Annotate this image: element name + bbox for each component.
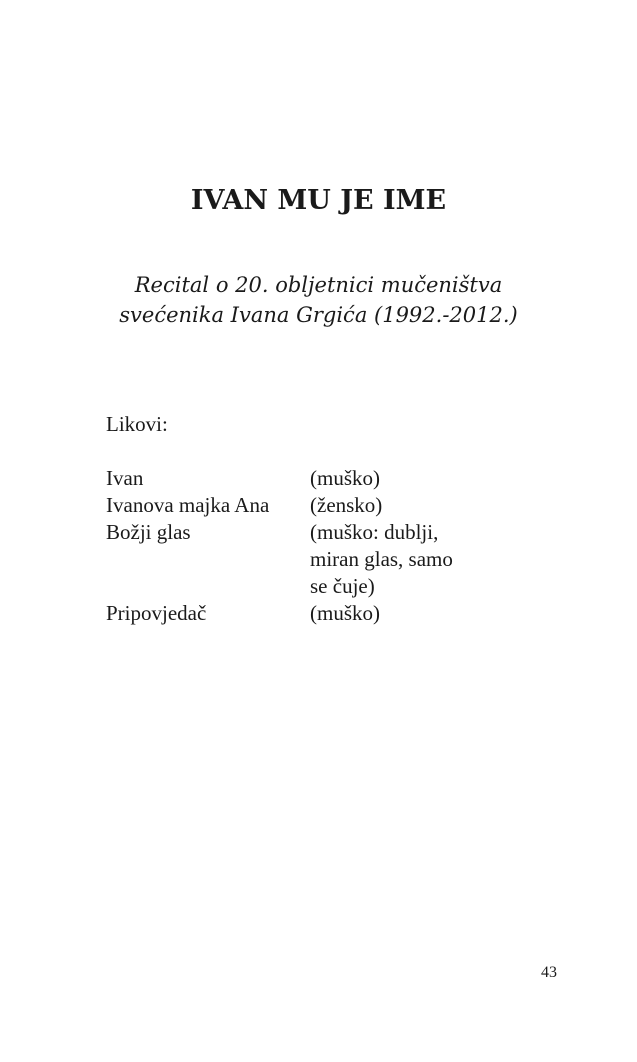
cast-row (106, 519, 526, 600)
cast-label: Likovi: (106, 412, 168, 436)
subtitle-line: svećenika Ivana Grgića (1992.-2012.) (119, 303, 518, 327)
cast-description (310, 519, 490, 600)
cast-list (106, 465, 526, 627)
cast-description-line: (muško) (310, 601, 380, 625)
cast-name: Pripovjedač (106, 601, 207, 625)
cast-description-line: (muško) (310, 466, 380, 490)
cast-description-line: (žensko) (310, 493, 383, 517)
cast-name: Ivanova majka Ana (106, 493, 270, 517)
cast-description (310, 492, 490, 519)
cast-name: Ivan (106, 466, 144, 490)
cast-row (106, 465, 526, 492)
cast-row (106, 492, 526, 519)
cast-name: Božji glas (106, 520, 191, 544)
cast-description-line: se čuje) (310, 574, 375, 598)
cast-description-line: (muško: dublji, (310, 520, 439, 544)
subtitle (90, 270, 547, 330)
cast-row (106, 600, 526, 627)
page-number: 43 (541, 964, 557, 981)
cast-description (310, 465, 490, 492)
cast-description (310, 600, 490, 627)
subtitle-line: Recital o 20. obljetnici mučeništva (134, 273, 503, 297)
cast-description-line: miran glas, samo (310, 547, 453, 571)
page-title: IVAN MU JE IME (190, 185, 447, 216)
